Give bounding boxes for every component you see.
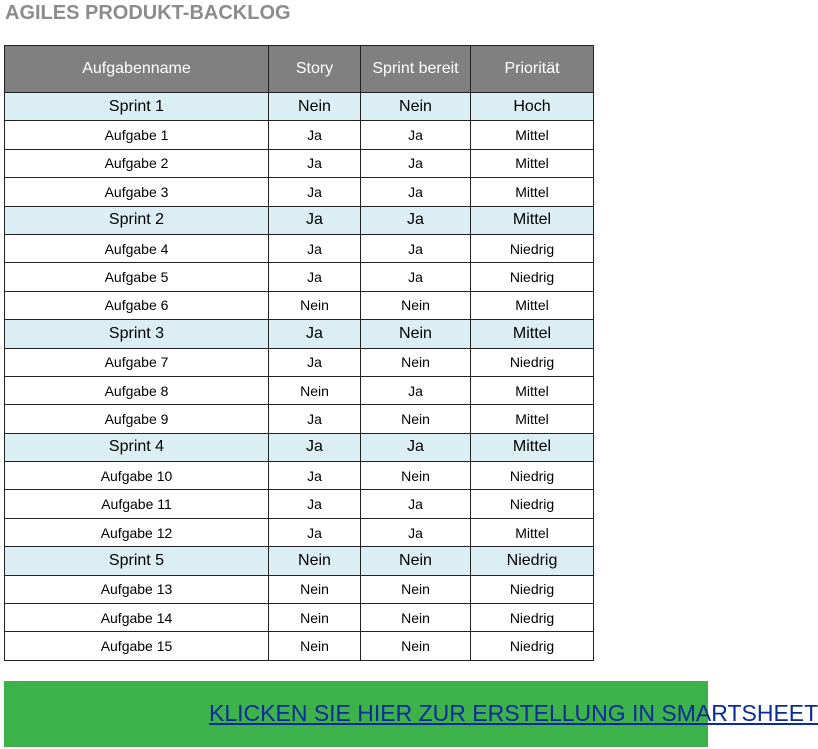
cell-sprint-ready: Nein bbox=[361, 632, 471, 660]
table-row bbox=[5, 178, 594, 206]
cell-task-name: Aufgabe 11 bbox=[5, 490, 269, 518]
header-story: Story bbox=[269, 46, 361, 93]
cell-priority: Hoch bbox=[471, 93, 594, 121]
cell-task-name: Aufgabe 9 bbox=[5, 405, 269, 433]
table-row bbox=[5, 376, 594, 404]
cell-task-name: Aufgabe 6 bbox=[5, 291, 269, 319]
create-in-smartsheet-link[interactable]: KLICKEN SIE HIER ZUR ERSTELLUNG IN SMARTSHEET bbox=[209, 700, 818, 726]
cell-story: Ja bbox=[269, 433, 361, 461]
table-row bbox=[5, 490, 594, 518]
cell-priority: Mittel bbox=[471, 206, 594, 234]
cell-task-name: Aufgabe 10 bbox=[5, 462, 269, 490]
cell-sprint-ready: Nein bbox=[361, 575, 471, 603]
cell-story: Ja bbox=[269, 405, 361, 433]
cell-story: Ja bbox=[269, 490, 361, 518]
cell-task-name: Sprint 4 bbox=[5, 433, 269, 461]
cell-sprint-ready: Ja bbox=[361, 149, 471, 177]
table-row bbox=[5, 632, 594, 660]
cell-story: Ja bbox=[269, 320, 361, 348]
cell-priority: Mittel bbox=[471, 405, 594, 433]
table-row bbox=[5, 149, 594, 177]
cell-story: Ja bbox=[269, 518, 361, 546]
cell-story: Nein bbox=[269, 575, 361, 603]
table-row bbox=[5, 575, 594, 603]
cell-sprint-ready: Ja bbox=[361, 263, 471, 291]
cell-task-name: Aufgabe 2 bbox=[5, 149, 269, 177]
cell-sprint-ready: Ja bbox=[361, 433, 471, 461]
cell-sprint-ready: Nein bbox=[361, 93, 471, 121]
cell-task-name: Aufgabe 1 bbox=[5, 121, 269, 149]
table-row bbox=[5, 604, 594, 632]
cell-sprint-ready: Nein bbox=[361, 462, 471, 490]
cell-task-name: Aufgabe 15 bbox=[5, 632, 269, 660]
cell-story: Nein bbox=[269, 376, 361, 404]
cell-sprint-ready: Nein bbox=[361, 604, 471, 632]
cell-sprint-ready: Ja bbox=[361, 121, 471, 149]
cell-sprint-ready: Ja bbox=[361, 376, 471, 404]
cell-story: Ja bbox=[269, 178, 361, 206]
cell-task-name: Aufgabe 12 bbox=[5, 518, 269, 546]
cell-task-name: Aufgabe 4 bbox=[5, 234, 269, 262]
cta-banner bbox=[4, 681, 818, 747]
cell-priority: Mittel bbox=[471, 178, 594, 206]
cell-priority: Mittel bbox=[471, 121, 594, 149]
cell-story: Nein bbox=[269, 547, 361, 575]
sprint-row bbox=[5, 433, 594, 461]
cell-task-name: Aufgabe 8 bbox=[5, 376, 269, 404]
cell-priority: Niedrig bbox=[471, 462, 594, 490]
cell-story: Ja bbox=[269, 149, 361, 177]
cell-task-name: Aufgabe 7 bbox=[5, 348, 269, 376]
cell-task-name: Aufgabe 3 bbox=[5, 178, 269, 206]
header-task-name: Aufgabenname bbox=[5, 46, 269, 93]
cell-task-name: Aufgabe 14 bbox=[5, 604, 269, 632]
page-title: AGILES PRODUKT-BACKLOG bbox=[5, 2, 291, 24]
cell-priority: Niedrig bbox=[471, 632, 594, 660]
header-priority: Priorität bbox=[471, 46, 594, 93]
cell-sprint-ready: Nein bbox=[361, 405, 471, 433]
cell-task-name: Aufgabe 13 bbox=[5, 575, 269, 603]
backlog-table bbox=[4, 45, 594, 661]
cell-story: Nein bbox=[269, 632, 361, 660]
cell-priority: Niedrig bbox=[471, 575, 594, 603]
table-row bbox=[5, 462, 594, 490]
cell-story: Ja bbox=[269, 121, 361, 149]
cell-sprint-ready: Ja bbox=[361, 490, 471, 518]
cell-task-name: Sprint 5 bbox=[5, 547, 269, 575]
cell-priority: Mittel bbox=[471, 518, 594, 546]
cell-priority: Mittel bbox=[471, 433, 594, 461]
cell-task-name: Sprint 3 bbox=[5, 320, 269, 348]
header-sprint-ready: Sprint bereit bbox=[361, 46, 471, 93]
cell-priority: Niedrig bbox=[471, 234, 594, 262]
cell-priority: Niedrig bbox=[471, 547, 594, 575]
sprint-row bbox=[5, 547, 594, 575]
table-row bbox=[5, 263, 594, 291]
cell-sprint-ready: Nein bbox=[361, 547, 471, 575]
cell-story: Nein bbox=[269, 93, 361, 121]
cell-sprint-ready: Ja bbox=[361, 518, 471, 546]
table-row bbox=[5, 518, 594, 546]
cell-story: Nein bbox=[269, 604, 361, 632]
table-row bbox=[5, 121, 594, 149]
table-row bbox=[5, 348, 594, 376]
cell-story: Ja bbox=[269, 462, 361, 490]
cell-sprint-ready: Ja bbox=[361, 178, 471, 206]
cell-story: Ja bbox=[269, 348, 361, 376]
table-header-row bbox=[5, 46, 594, 93]
cell-priority: Niedrig bbox=[471, 263, 594, 291]
cell-priority: Mittel bbox=[471, 320, 594, 348]
cell-task-name: Sprint 1 bbox=[5, 93, 269, 121]
cell-priority: Mittel bbox=[471, 376, 594, 404]
cell-priority: Niedrig bbox=[471, 490, 594, 518]
cell-story: Nein bbox=[269, 291, 361, 319]
table-body bbox=[5, 93, 594, 661]
cell-priority: Niedrig bbox=[471, 604, 594, 632]
cell-sprint-ready: Nein bbox=[361, 348, 471, 376]
cell-sprint-ready: Nein bbox=[361, 320, 471, 348]
cell-task-name: Sprint 2 bbox=[5, 206, 269, 234]
cell-sprint-ready: Ja bbox=[361, 206, 471, 234]
cell-task-name: Aufgabe 5 bbox=[5, 263, 269, 291]
cell-priority: Mittel bbox=[471, 149, 594, 177]
table-row bbox=[5, 234, 594, 262]
cell-sprint-ready: Nein bbox=[361, 291, 471, 319]
cell-story: Ja bbox=[269, 234, 361, 262]
cell-sprint-ready: Ja bbox=[361, 234, 471, 262]
table-row bbox=[5, 291, 594, 319]
sprint-row bbox=[5, 320, 594, 348]
cell-priority: Niedrig bbox=[471, 348, 594, 376]
cell-story: Ja bbox=[269, 263, 361, 291]
sprint-row bbox=[5, 93, 594, 121]
cell-story: Ja bbox=[269, 206, 361, 234]
table-row bbox=[5, 405, 594, 433]
sprint-row bbox=[5, 206, 594, 234]
cell-priority: Mittel bbox=[471, 291, 594, 319]
